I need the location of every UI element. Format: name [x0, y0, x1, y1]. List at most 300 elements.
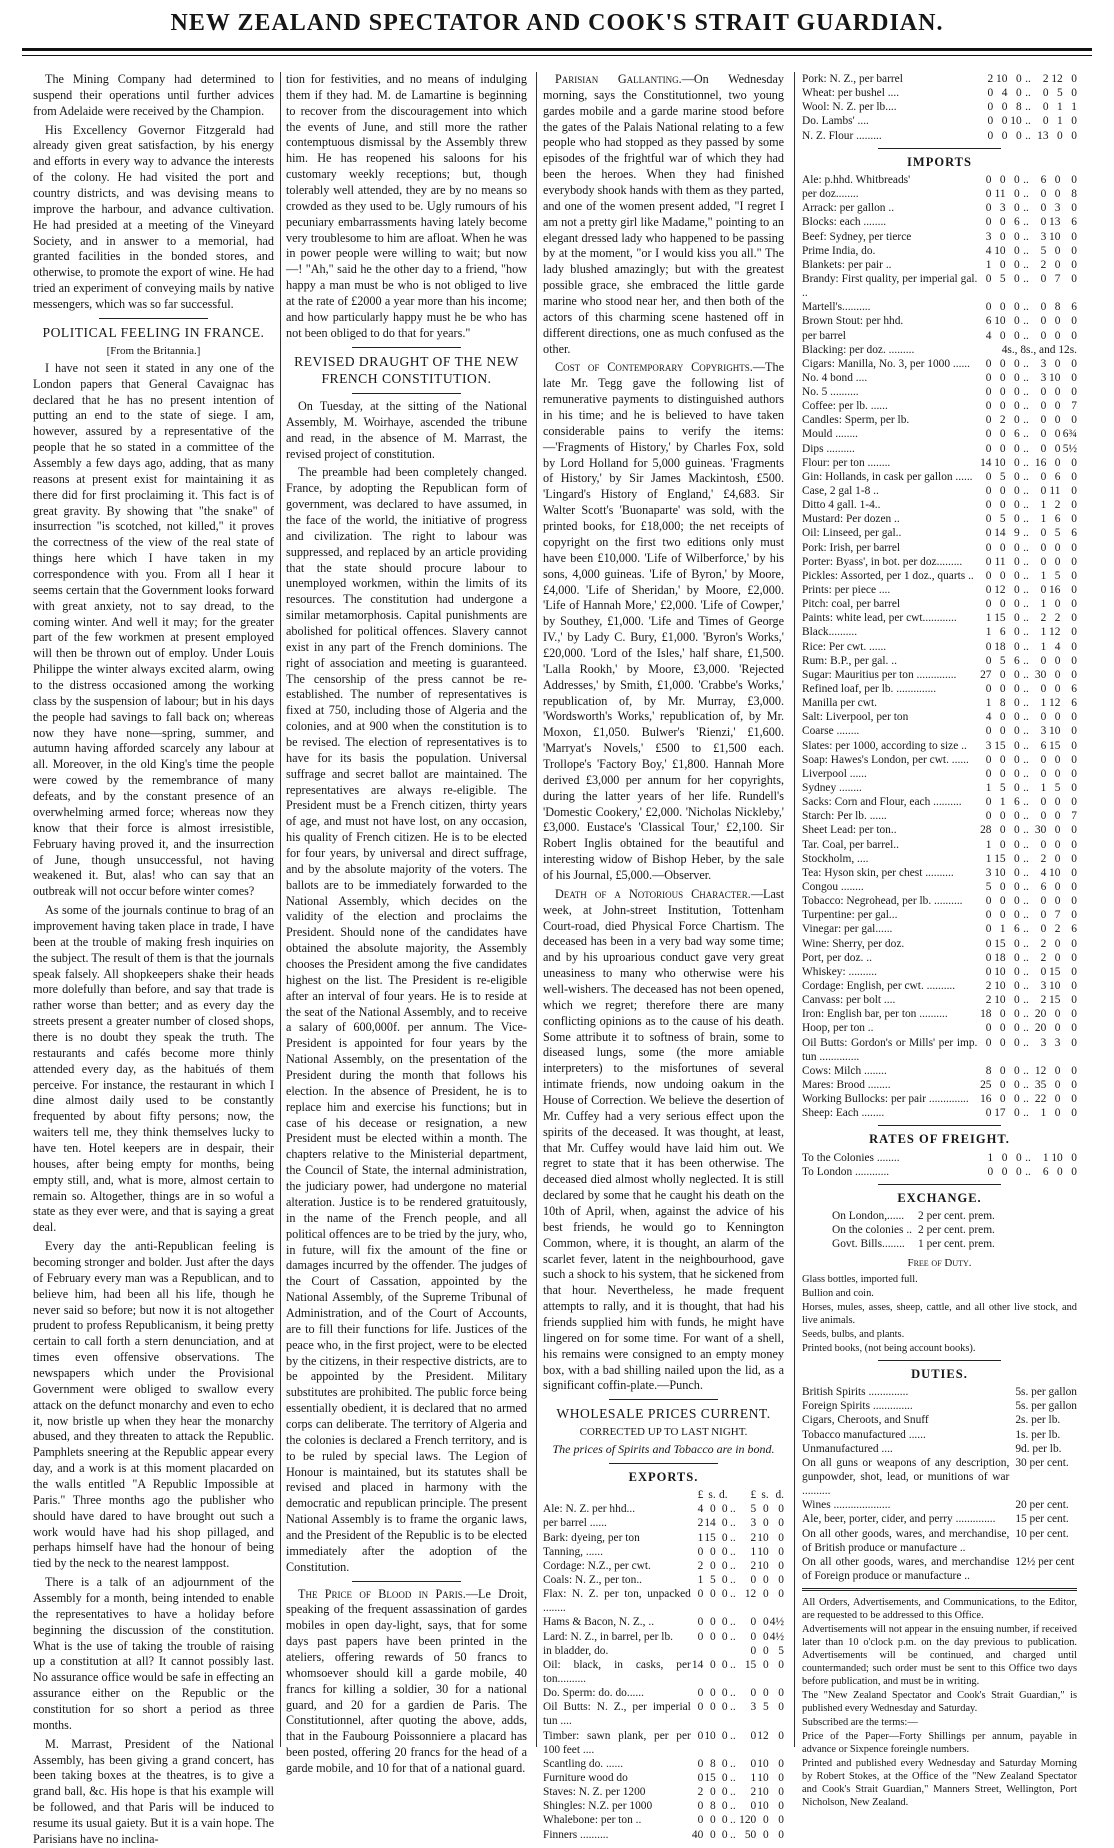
price-value: 0	[1001, 129, 1008, 142]
price-item: Pork: N. Z., per barrel	[802, 73, 903, 85]
price-range-separator: ..	[1023, 301, 1029, 314]
price-range-separator: ..	[1023, 584, 1029, 597]
price-value: 0	[999, 329, 1006, 342]
price-value: 0	[1071, 1064, 1077, 1077]
price-value: 4	[1054, 640, 1061, 653]
price-value: 0	[721, 1828, 728, 1841]
price-value: 4	[1040, 866, 1047, 879]
price-value: 0	[778, 1828, 784, 1841]
price-value: 0	[1071, 626, 1077, 639]
price-value: 0	[1013, 1093, 1020, 1106]
price-item: Tanning, ......	[543, 1545, 603, 1558]
price-value: 4	[1001, 87, 1008, 100]
price-value: 0	[1071, 73, 1077, 85]
rate-label: Tobacco manufactured ......	[802, 1428, 926, 1441]
price-range-separator: ..	[1025, 73, 1031, 85]
price-value: 0	[1040, 386, 1047, 399]
price-value: 4	[985, 711, 992, 724]
price-value: 0	[721, 1814, 728, 1827]
price-value: 0	[999, 1093, 1006, 1106]
price-value: 2	[1040, 852, 1047, 865]
price-value: 0	[1013, 951, 1020, 964]
price-value: 5	[999, 782, 1006, 794]
table-row	[802, 201, 1077, 215]
price-range-separator: ..	[1023, 1078, 1029, 1091]
price-value: 0	[697, 1630, 704, 1643]
price-value: 0	[721, 1588, 728, 1601]
price-item: Rum: B.P., per gal. ..	[802, 654, 897, 667]
price-value: 0	[1071, 485, 1077, 498]
table-row	[802, 1413, 1077, 1427]
price-value: 5	[999, 470, 1006, 483]
free-list	[802, 1273, 1077, 1355]
price-value: 6	[1013, 428, 1020, 441]
price-value: 0	[987, 1165, 994, 1178]
price-range-separator: ..	[1023, 555, 1029, 568]
price-value: 0	[985, 216, 992, 229]
price-value: 6	[1054, 470, 1061, 483]
table-row	[802, 979, 1077, 993]
table-row	[802, 456, 1077, 470]
price-value: 0	[1040, 315, 1047, 328]
table-row	[543, 1615, 784, 1629]
price-value: 0	[1054, 414, 1061, 427]
price-value: 10	[1010, 115, 1022, 128]
price-value: 14	[691, 1658, 704, 1671]
price-item: Black..........	[802, 626, 858, 639]
price-value: 10	[994, 994, 1006, 1007]
price-value: 5	[1054, 527, 1061, 540]
price-item: Slates: per 1000, according to size ..	[802, 739, 967, 752]
price-value: 2	[1040, 994, 1047, 1007]
list-item: Printed books, (not being account books).	[802, 1342, 976, 1354]
price-value: 5	[999, 513, 1006, 526]
price-value: 10	[1049, 866, 1061, 879]
price-value: 8	[710, 1757, 716, 1770]
price-value: 0	[1040, 202, 1047, 215]
price-value: 0	[1071, 753, 1077, 766]
price-item: Ale: p.hhd. Whitbreads'	[802, 173, 911, 186]
price-value: 0	[762, 1630, 769, 1643]
price-value: 10	[994, 456, 1006, 469]
price-value: 2	[1054, 499, 1061, 512]
rate-label: Govt. Bills........	[832, 1238, 905, 1251]
price-value: 0	[1013, 739, 1020, 752]
price-value: 0	[1054, 386, 1061, 399]
price-item: Finners ..........	[543, 1828, 609, 1841]
separator	[352, 1581, 460, 1582]
price-range-separator: ..	[1023, 866, 1029, 879]
price-value: 0	[999, 1022, 1006, 1035]
price-item: per barrel ......	[543, 1517, 607, 1530]
price-value: 0	[1054, 428, 1061, 441]
price-value: 15	[994, 612, 1006, 625]
freight-rows	[802, 1151, 1077, 1179]
price-value: 1	[1040, 626, 1047, 639]
price-range-separator: ..	[1023, 499, 1029, 512]
column-header: d.	[775, 1489, 784, 1502]
rate-label: On all other goods, wares, and merchandise of Foreign produce or manufacture ..	[802, 1555, 1010, 1582]
table-row	[802, 555, 1077, 569]
price-value: 0	[1054, 838, 1061, 851]
price-value: 0	[778, 1588, 784, 1601]
price-item: Staves: N. Z. per 1200	[543, 1786, 646, 1799]
exports-table	[543, 1488, 784, 1842]
price-item: Canvass: per bolt ....	[802, 994, 896, 1007]
table-row	[802, 244, 1077, 258]
price-range-separator: ..	[1023, 654, 1029, 667]
separator	[352, 347, 460, 348]
price-value: 18	[994, 951, 1006, 964]
column-header: £	[750, 1489, 757, 1502]
price-item: Gin: Hollands, in cask per gallon ......	[802, 470, 973, 483]
price-value: 0	[762, 1616, 769, 1629]
separator	[609, 1463, 717, 1464]
price-value: 0	[697, 1616, 704, 1629]
price-item: Soap: Hawes's London, per cwt. ......	[802, 753, 969, 766]
price-value: 0	[1054, 357, 1061, 370]
price-value: 0	[1013, 329, 1020, 342]
column-2	[286, 72, 527, 1775]
price-value: 1	[1057, 115, 1063, 128]
exports-heading: EXPORTS.	[628, 1469, 699, 1484]
price-value: 10	[996, 73, 1008, 85]
table-row	[832, 1237, 995, 1251]
price-value: 15	[1049, 739, 1061, 752]
price-value: 1	[1040, 598, 1047, 611]
price-item: Cordage: N.Z., per cwt.	[543, 1559, 651, 1572]
price-value: 1	[1042, 1151, 1049, 1164]
price-value: 15	[1049, 965, 1061, 978]
price-value: 0	[985, 272, 992, 285]
price-value: 6	[1054, 513, 1061, 526]
price-value: 18	[980, 1008, 992, 1021]
price-value: 0	[762, 1503, 769, 1516]
price-value: 6	[1071, 301, 1077, 314]
price-value: 10	[1049, 725, 1061, 738]
table-row	[802, 1007, 1077, 1021]
price-value: 17	[994, 1107, 1006, 1120]
price-value: 0	[1040, 272, 1047, 285]
price-value: 0	[697, 1701, 704, 1714]
price-value: 7	[1071, 400, 1077, 413]
price-value: 2	[1042, 73, 1049, 85]
price-range-separator: ..	[730, 1503, 736, 1516]
price-value: 0	[697, 1771, 704, 1784]
table-row	[543, 1729, 784, 1757]
table-row	[802, 1512, 1077, 1526]
price-range-separator: ..	[730, 1616, 736, 1629]
masthead-rule	[22, 48, 1092, 56]
price-value: 0	[1071, 824, 1077, 837]
price-item: Beef: Sydney, per tierce	[802, 230, 912, 243]
price-range-separator: ..	[1023, 173, 1029, 186]
rate-value: 30 per cent.	[1015, 1456, 1069, 1469]
price-value: 1	[985, 697, 992, 710]
price-value: 0	[985, 965, 992, 978]
price-value: 0	[710, 1658, 716, 1671]
table-row	[802, 1428, 1077, 1442]
price-value: 10	[994, 965, 1006, 978]
price-item: in bladder, do.	[543, 1644, 609, 1657]
price-value: 10	[1049, 371, 1061, 384]
price-value: 0	[1040, 485, 1047, 498]
price-range-separator: ..	[730, 1757, 736, 1770]
free-heading: Free of Duty.	[907, 1256, 972, 1269]
price-value: 0	[721, 1800, 728, 1813]
price-item: Scantling do. ......	[543, 1757, 624, 1770]
death-paragraph	[543, 887, 784, 1395]
price-item: No. 4 bond ....	[802, 371, 868, 384]
table-row	[802, 724, 1077, 738]
price-range-separator: ..	[730, 1814, 736, 1827]
price-value: 0	[1040, 527, 1047, 540]
price-item: N. Z. Flour .........	[802, 129, 882, 142]
price-value: 0	[999, 230, 1006, 243]
price-value: 5½	[1062, 442, 1077, 455]
duties-rows	[802, 1385, 1077, 1583]
price-value: 0	[710, 1786, 716, 1799]
price-value: 0	[1054, 895, 1061, 908]
price-value: 0	[1040, 188, 1047, 201]
price-item: Oil: Linseed, per gal..	[802, 527, 902, 540]
rate-value: 15 per cent.	[1015, 1513, 1069, 1526]
price-value: 1	[985, 612, 992, 625]
table-header-row	[543, 1488, 784, 1502]
price-value: 0	[1071, 739, 1077, 752]
table-row	[802, 100, 1077, 114]
exports-continued-table	[802, 72, 1077, 143]
price-value: 0	[1071, 173, 1077, 186]
price-value: 0	[985, 188, 992, 201]
table-row	[802, 937, 1077, 951]
price-item: Candles: Sperm, per lb.	[802, 414, 910, 427]
price-value: 0	[1013, 909, 1020, 922]
price-value: 0	[1071, 965, 1077, 978]
price-range-separator: ..	[1023, 626, 1029, 639]
price-item: Liverpool ......	[802, 767, 867, 780]
price-value: 3	[1040, 979, 1047, 992]
price-value: 1	[1071, 101, 1077, 114]
price-value: 0	[1040, 796, 1047, 809]
price-value: 0	[1013, 386, 1020, 399]
price-value: 4	[985, 329, 992, 342]
price-value: 0	[999, 880, 1006, 893]
price-value: 0	[1013, 371, 1020, 384]
price-value: 3	[985, 866, 992, 879]
price-value: 0	[1071, 909, 1077, 922]
price-value: 6	[1040, 173, 1047, 186]
price-value: 0	[1071, 796, 1077, 809]
price-value: 0	[985, 513, 992, 526]
price-item: Dips ..........	[802, 442, 855, 455]
table-row	[802, 173, 1077, 187]
price-item: Hoop, per ton ..	[802, 1022, 874, 1035]
price-item: Pitch: coal, per barrel	[802, 598, 901, 611]
price-item: Sheep: Each ........	[802, 1107, 885, 1120]
price-value: 1	[985, 258, 992, 271]
price-value: 0	[721, 1701, 728, 1714]
price-value: 13	[1037, 129, 1049, 142]
price-value: 6¾	[1062, 428, 1077, 441]
table-row	[802, 413, 1077, 427]
price-value: 2	[1054, 612, 1061, 625]
price-value: 0	[1040, 428, 1047, 441]
price-value: 0	[1071, 866, 1077, 879]
price-value: 120	[739, 1814, 757, 1827]
exchange-rows	[832, 1209, 995, 1251]
price-value: 0	[985, 499, 992, 512]
price-value: 10	[994, 244, 1006, 257]
table-row	[802, 654, 1077, 668]
table-row	[802, 1456, 1077, 1498]
price-value: 0	[762, 1687, 769, 1700]
table-row	[543, 1799, 784, 1813]
price-value: 0	[987, 101, 994, 114]
price-value: 7	[1071, 810, 1077, 823]
price-range-separator: ..	[730, 1701, 736, 1714]
price-item: Wool: N. Z. per lb....	[802, 101, 897, 114]
france-paragraph: As some of the journals continue to brag of an improvement having taken place in trade, I have been at the trouble of making fresh inquiries on the subject. The result of them is that the journals speak falsely. All shopkeepers shake their heads more dolefully than before, and say that trade is rather worse than better; and as every day the streets present a greater number of closed shops, there is no doubt they speak the truth. The restaurants and cafés become more thinly attended every day, as the habitués of them perceive. For instance, the restaurant in which I dine almost daily used to be constantly frequented by about fifty persons; now, the waiters tell me, they think themselves lucky to have ten. Hotel keepers are in despair, their houses, after being empty for months, being empty still, and, what is more, almost certain to remain so. Altogether, things are in so woful a state as they ever were, and that is saying a great deal.	[33, 903, 274, 1235]
price-item: Coals: N. Z., per ton..	[543, 1573, 643, 1586]
price-value: 0	[985, 683, 992, 696]
table-row	[802, 230, 1077, 244]
table-row	[543, 1700, 784, 1728]
price-value: 0	[1015, 129, 1022, 142]
price-value: 2	[1054, 923, 1061, 936]
price-value: 0	[1071, 951, 1077, 964]
imports-rows	[802, 173, 1077, 1120]
price-range-separator: ..	[1023, 796, 1029, 809]
table-row	[543, 1757, 784, 1771]
price-value: 12	[1051, 73, 1063, 85]
price-range-separator: ..	[1023, 315, 1029, 328]
price-value: 0	[999, 1036, 1006, 1049]
price-range-separator: ..	[1023, 1022, 1029, 1035]
price-range-separator: ..	[1023, 527, 1029, 540]
price-range-separator: ..	[1023, 470, 1029, 483]
price-value: 0	[1071, 541, 1077, 554]
price-value: 0	[778, 1771, 784, 1784]
price-value: 3	[1054, 1036, 1061, 1049]
price-value: 0	[1071, 569, 1077, 582]
price-value: 0	[1057, 1165, 1063, 1178]
price-item: Oil: black, in casks, per ton..........	[543, 1658, 691, 1685]
price-value: 0	[1013, 852, 1020, 865]
price-value: 0	[778, 1757, 784, 1770]
price-value: 0	[778, 1573, 784, 1586]
price-value: 13	[1049, 216, 1061, 229]
price-value: 11	[994, 188, 1006, 201]
price-value: 0	[985, 951, 992, 964]
separator	[609, 1399, 717, 1400]
table-row	[802, 1092, 1077, 1106]
price-value: 0	[1071, 1008, 1077, 1021]
price-value: 4s., 8s., and 12s.	[1001, 343, 1077, 356]
price-range-separator: ..	[730, 1786, 736, 1799]
price-item: Arrack: per gallon ..	[802, 202, 895, 215]
price-value: 0	[1013, 202, 1020, 215]
list-item: All Orders, Advertisements, and Communications, to the Editor, are requested to be addressed to this Office.	[802, 1597, 1077, 1622]
price-value: 0	[999, 1064, 1006, 1077]
table-row	[802, 484, 1077, 498]
price-value: 0	[1015, 87, 1022, 100]
price-value: 0	[1040, 753, 1047, 766]
price-value: 0	[1013, 188, 1020, 201]
price-value: 0	[750, 1616, 757, 1629]
price-value: 0	[1040, 301, 1047, 314]
table-row	[802, 86, 1077, 100]
price-value: 0	[1013, 810, 1020, 823]
price-value: 16	[1034, 456, 1047, 469]
price-value: 0	[1071, 937, 1077, 950]
price-value: 0	[999, 1008, 1006, 1021]
price-value: 6	[985, 315, 992, 328]
price-value: 7	[1054, 909, 1061, 922]
price-range-separator: ..	[1023, 697, 1029, 710]
blood-paragraph	[286, 1587, 527, 1777]
price-value: 0	[1040, 400, 1047, 413]
price-range-separator: ..	[1023, 782, 1029, 794]
price-item: Timber: sawn plank, per per 100 feet ....	[543, 1729, 691, 1756]
price-value: 0	[721, 1573, 728, 1586]
price-value: 0	[985, 414, 992, 427]
table-row	[802, 258, 1077, 272]
price-value: 0	[1040, 329, 1047, 342]
table-row	[802, 696, 1077, 710]
price-value: 0	[1071, 244, 1077, 257]
rate-label: British Spirits ..............	[802, 1386, 909, 1399]
rate-value: 5s. per gallon	[1015, 1386, 1077, 1399]
price-value: 0	[985, 555, 992, 568]
price-range-separator: ..	[1023, 1093, 1029, 1106]
price-value: 0	[985, 937, 992, 950]
price-value: 0	[1015, 73, 1022, 85]
price-value: 15	[704, 1531, 716, 1544]
price-value: 2	[697, 1786, 704, 1799]
price-value: 0	[1040, 470, 1047, 483]
table-row	[802, 682, 1077, 696]
price-value: 0	[750, 1687, 757, 1700]
table-row	[802, 1036, 1077, 1064]
price-range-separator: ..	[1023, 824, 1029, 837]
price-item: Pickles: Assorted, per 1 doz., quarts ..	[802, 569, 974, 582]
price-value: 0	[750, 1644, 757, 1657]
price-value: 0	[999, 541, 1006, 554]
price-value: 5	[762, 1701, 769, 1714]
column-divider	[794, 72, 795, 1747]
price-value: 0	[762, 1814, 769, 1827]
column-header: s.	[761, 1489, 769, 1502]
price-value: 14	[980, 456, 992, 469]
list-item: Glass bottles, imported full.	[802, 1273, 918, 1285]
price-range-separator: ..	[1023, 994, 1029, 1007]
price-value: 10	[994, 315, 1006, 328]
price-value: 6	[1013, 923, 1020, 936]
table-row	[802, 583, 1077, 597]
price-value: 0	[1013, 937, 1020, 950]
masthead-title: NEW ZEALAND SPECTATOR AND COOK'S STRAIT GUARDIAN.	[170, 10, 944, 36]
price-value: 0	[697, 1800, 704, 1813]
price-value: 0	[987, 115, 994, 128]
price-value: 12	[744, 1588, 757, 1601]
price-value: 5	[750, 1503, 757, 1516]
price-value: 0	[1054, 244, 1061, 257]
rate-label: Foreign Spirits ..............	[802, 1400, 913, 1413]
price-item: Prints: per piece ....	[802, 584, 891, 597]
price-value: 30	[1034, 668, 1047, 681]
price-value: 0	[1054, 555, 1061, 568]
